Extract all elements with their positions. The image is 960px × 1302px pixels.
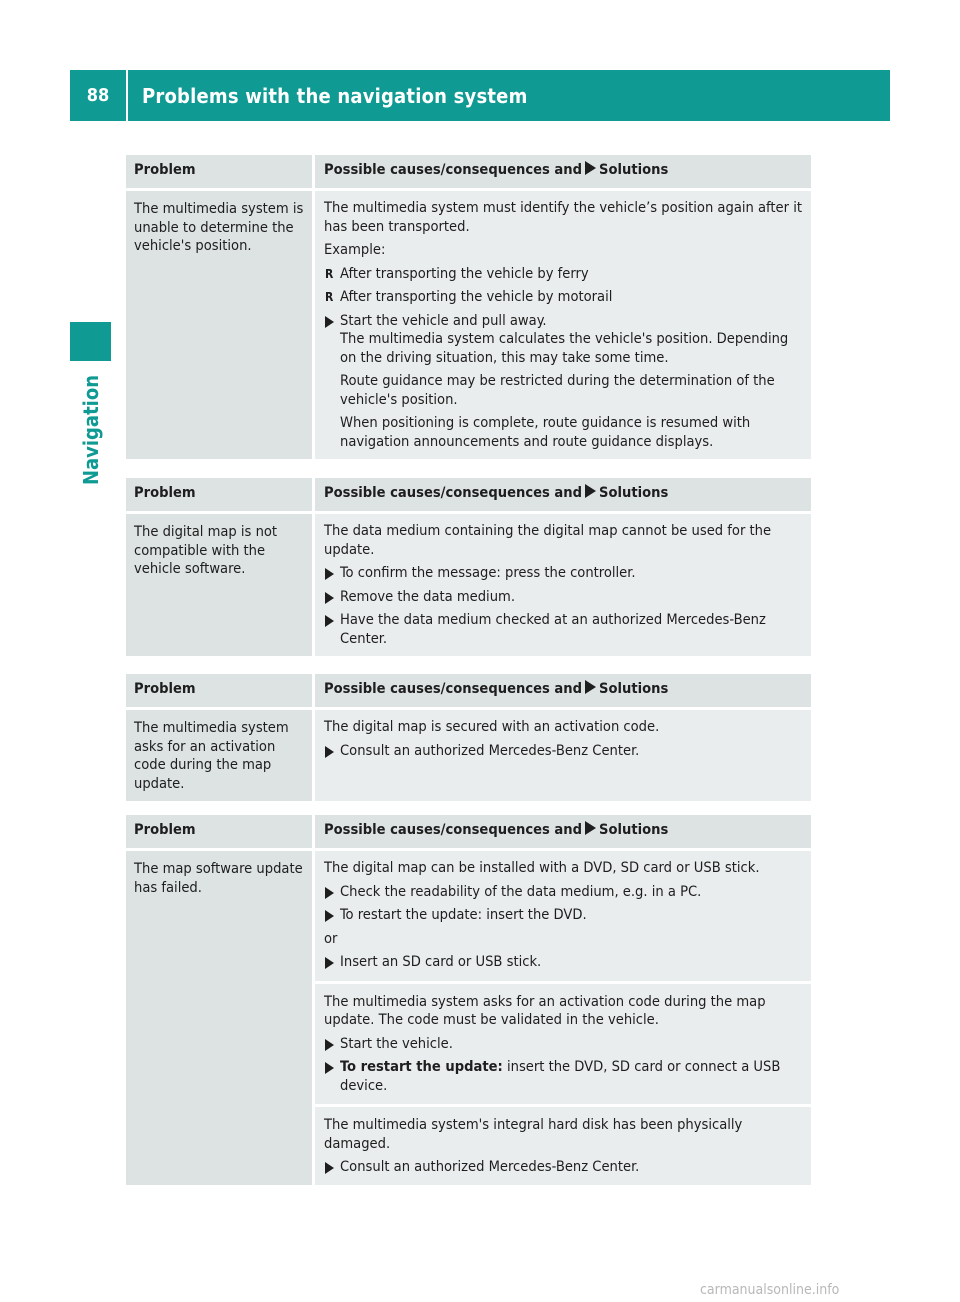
column-header-solutions: Possible causes/consequences and Solutions	[315, 674, 811, 707]
step-item: Remove the data medium.	[324, 588, 803, 607]
section-tab-marker	[70, 322, 111, 361]
section-label-text: Navigation	[78, 374, 103, 486]
solution-segment-2	[315, 981, 811, 1096]
arrow-right-icon	[585, 821, 596, 835]
step-detail: When positioning is complete, route guidance is resumed with navigation announcements and route guidance displays.	[340, 414, 751, 450]
problem-cell: The multimedia system is unable to determine the vehicle's position.	[126, 191, 312, 459]
step-item: Consult an authorized Mercedes-Benz Center.	[324, 742, 803, 761]
problem-cell: The digital map is not compatible with the vehicle software.	[126, 514, 312, 656]
problem-table-4	[126, 815, 811, 1185]
step-item: To confirm the message: press the controller.	[324, 564, 803, 583]
page-number: 88	[86, 85, 110, 106]
arrow-right-icon	[585, 484, 596, 498]
solution-text: or	[324, 929, 338, 947]
column-header-solutions: Possible causes/consequences and Solutions	[315, 815, 811, 848]
step-item: Start the vehicle and pull away.	[324, 312, 803, 331]
solution-text: The multimedia system asks for an activation code during the map update. The code must be validated in the vehicle.	[324, 992, 766, 1028]
arrow-right-icon	[585, 680, 596, 694]
solution-text: The multimedia system's integral hard disk has been physically damaged.	[324, 1116, 743, 1152]
step-arrow-icon	[325, 1039, 334, 1051]
bullet-r-icon: R	[325, 266, 334, 281]
arrow-right-icon	[585, 161, 596, 175]
column-header-problem: Problem	[126, 815, 312, 848]
solution-text: The digital map can be installed with a DVD, SD card or USB stick.	[324, 859, 760, 876]
solution-text: The digital map is secured with an activation code.	[324, 718, 660, 735]
step-arrow-icon	[325, 592, 334, 604]
step-item: Have the data medium checked at an authorized Mercedes-Benz Center.	[324, 611, 803, 648]
step-arrow-icon	[325, 746, 334, 758]
solution-segment-1	[324, 859, 803, 972]
solution-text: Example:	[324, 241, 386, 258]
solution-cell	[315, 851, 811, 1185]
column-header-problem: Problem	[126, 478, 312, 511]
step-item: Start the vehicle.	[324, 1035, 803, 1054]
step-arrow-icon	[325, 1062, 334, 1074]
solution-cell	[315, 710, 811, 801]
bullet-item: R After transporting the vehicle by ferry	[325, 264, 589, 282]
problem-table-2	[126, 478, 811, 656]
watermark: carmanualsonline.info	[700, 1282, 840, 1298]
problem-table-3	[126, 674, 811, 801]
step-arrow-icon	[325, 910, 334, 922]
step-arrow-icon	[325, 316, 334, 328]
column-header-solutions: Possible causes/consequences and Solutions	[315, 478, 811, 511]
bullet-r-icon: R	[325, 290, 334, 304]
step-detail: Route guidance may be restricted during the determination of the vehicle's position.	[340, 372, 775, 408]
step-arrow-icon	[325, 887, 334, 899]
solution-cell	[315, 191, 811, 459]
step-arrow-icon	[325, 957, 334, 969]
step-detail: The multimedia system calculates the vehicle's position. Depending on the driving situation, this may take some time.	[340, 330, 789, 366]
step-item: To restart the update: insert the DVD.	[324, 906, 803, 925]
solution-cell	[315, 514, 811, 656]
solution-text: The multimedia system must identify the vehicle’s position again after it has been transported.	[324, 199, 802, 235]
step-item: To restart the update: insert the DVD, SD card or connect a USB device.	[324, 1058, 803, 1095]
column-header-problem: Problem	[126, 674, 312, 707]
column-header-problem: Problem	[126, 155, 312, 188]
solution-segment-3	[315, 1104, 811, 1177]
solution-text: The data medium containing the digital map cannot be used for the update.	[324, 522, 772, 558]
problem-cell: The multimedia system asks for an activation code during the map update.	[126, 710, 312, 801]
bullet-item: R After transporting the vehicle by motorail	[325, 288, 613, 305]
page-title: Problems with the navigation system	[142, 83, 528, 108]
step-item: Check the readability of the data medium, e.g. in a PC.	[324, 883, 803, 902]
step-arrow-icon	[325, 615, 334, 627]
step-item: Insert an SD card or USB stick.	[324, 953, 803, 972]
section-label	[70, 363, 111, 497]
header-divider	[126, 70, 128, 121]
step-arrow-icon	[325, 1162, 334, 1174]
step-arrow-icon	[325, 568, 334, 580]
column-header-solutions: Possible causes/consequences and Solutions	[315, 155, 811, 188]
problem-table-1	[126, 155, 811, 459]
step-item: Consult an authorized Mercedes-Benz Center.	[324, 1158, 803, 1177]
problem-cell: The map software update has failed.	[126, 851, 312, 1185]
page-header	[70, 70, 890, 121]
